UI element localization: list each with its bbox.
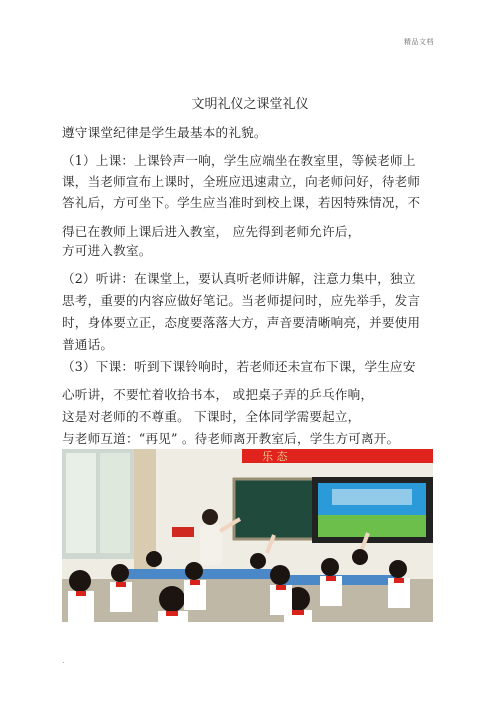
- paragraph-line: 得已在教师上课后进入教室， 应先得到老师允许后，: [62, 224, 361, 239]
- paragraph-line: 与老师互道：“再见” 。待老师离开教室后，学生方可离开。: [62, 431, 400, 446]
- classroom-photo: [62, 449, 433, 622]
- paragraph-line: 时，身体要立正，态度要落落大方，声音要清晰响亮，并要使用: [62, 315, 421, 330]
- paragraph-line: 课，当老师宣布上课时，全班应迅速肃立，向老师问好，待老师: [62, 174, 421, 189]
- paragraph-line: （3）下课：听到下课铃响时，若老师还未宣布下课，学生应安: [62, 359, 416, 374]
- paragraph-line: （1）上课：上课铃声一响，学生应端坐在教室里，等候老师上: [62, 153, 416, 168]
- paragraph-line: 思考，重要的内容应做好笔记。当老师提问时，应先举手，发言: [62, 293, 421, 308]
- paragraph-line: （2）听讲：在课堂上，要认真听老师讲解，注意力集中，独立: [62, 271, 416, 286]
- header-label: 精品文档: [404, 38, 434, 46]
- paragraph-line: 遵守课堂纪律是学生最基本的礼貌。: [62, 125, 267, 140]
- paragraph-line: 这是对老师的不尊重。 下课时，全体同学需要起立，: [62, 409, 361, 424]
- paragraph-line: 心听讲，不要忙着收拾书本， 或把桌子弄的乒乓作响，: [62, 387, 374, 402]
- document-title: 文明礼仪之课堂礼仪: [191, 97, 309, 112]
- footer-mark: .: [62, 656, 65, 665]
- paragraph-line: 方可进入教室。: [62, 243, 152, 258]
- paragraph-line: 答礼后，方可坐下。学生应当准时到校上课，若因特殊情况，不: [62, 195, 421, 210]
- banner-text: 乐 态: [262, 450, 288, 463]
- paragraph-line: 普通话。: [62, 337, 114, 352]
